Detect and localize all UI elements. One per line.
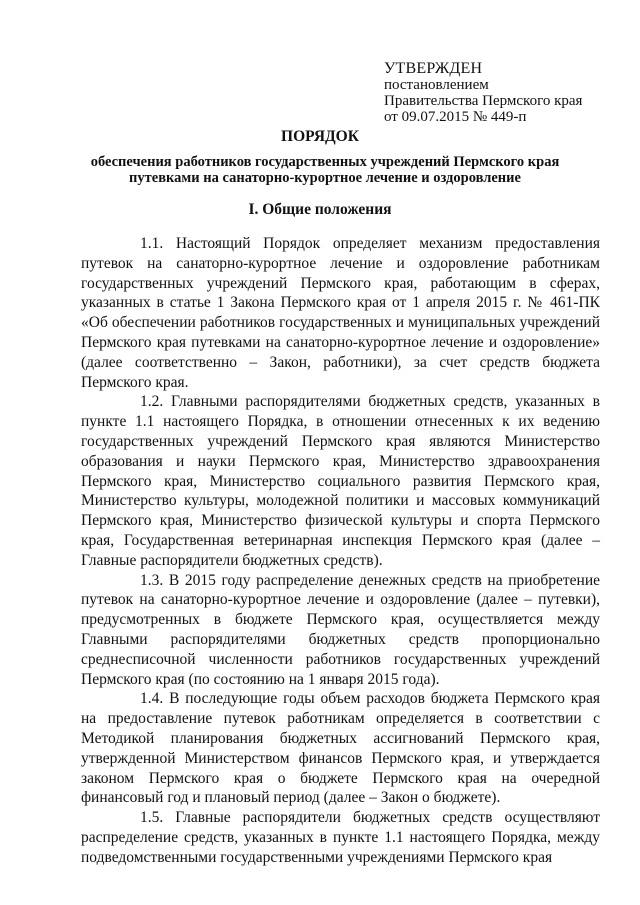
- approval-stamp: [384, 60, 624, 125]
- paragraph-1-3: 1.3. В 2015 году распределение денежных средств на приобретение путевок на санаторно-курортное лечение и оздоровление (далее – путевки), предусмотренных в бюджете Пермского края, осуществляется между Главными распорядителями бюджетных средств пропорционально среднесписочной численности работников государственных учреждений Пермского края (по состоянию на 1 января 2015 года).: [81, 571, 600, 688]
- document-title: ПОРЯДОК: [281, 128, 359, 145]
- paragraph-1-5: 1.5. Главные распорядители бюджетных средств осуществляют распределение средств, указанных в пункте 1.1 настоящего Порядка, между подведомственными государственными учреждениями Пермского края: [81, 809, 600, 866]
- approval-line-2: Правительства Пермского края: [384, 93, 583, 109]
- document-body: [81, 234, 600, 868]
- approval-line-3: от 09.07.2015 № 449-п: [384, 109, 527, 125]
- paragraph-1-4: 1.4. В последующие годы объем расходов бюджета Пермского края на предоставление путевок работникам определяется в соответствии с Методикой планирования бюджетных ассигнований Пермского края, утвержденной Министерством финансов Пермского края, и утверждается законом Пермского края о бюджете Пермского края на очередной финансовый год и плановый период (далее – Закон о бюджете).: [81, 690, 600, 807]
- approval-line-1: постановлением: [384, 77, 489, 93]
- paragraph-1-1: 1.1. Настоящий Порядок определяет механизм предоставления путевок на санаторно-курортное лечение и оздоровление работникам государственных учреждений Пермского края, работающим в сферах, указанных в статье 1 Закона Пермского края от 1 апреля 2015 г. № 461-ПК «Об обеспечении работников государственных и муниципальных учреждений Пермского края путевками на санаторно-курортное лечение и оздоровление» (далее соответственно – Закон, работники), за счет средств бюджета Пермского края.: [81, 235, 600, 391]
- document-subtitle: обеспечения работников государственных учреждений Пермского края путевками на санаторно-курортное лечение и оздоровление: [90, 154, 560, 186]
- section-heading: I. Общие положения: [248, 201, 392, 218]
- approval-heading: УТВЕРЖДЕН: [384, 60, 483, 77]
- paragraph-1-2: 1.2. Главными распорядителями бюджетных средств, указанных в пункте 1.1 настоящего Порядка, в отношении отнесенных к их ведению государственных учреждений Пермского края являются Министерство образования и науки Пермского края, Министерство здравоохранения Пермского края, Министерство социального развития Пермского края, Министерство культуры, молодежной политики и массовых коммуникаций Пермского края, Министерство физической культуры и спорта Пермского края, Государственная ветеринарная инспекция Пермского края (далее – Главные распорядители бюджетных средств).: [81, 393, 600, 569]
